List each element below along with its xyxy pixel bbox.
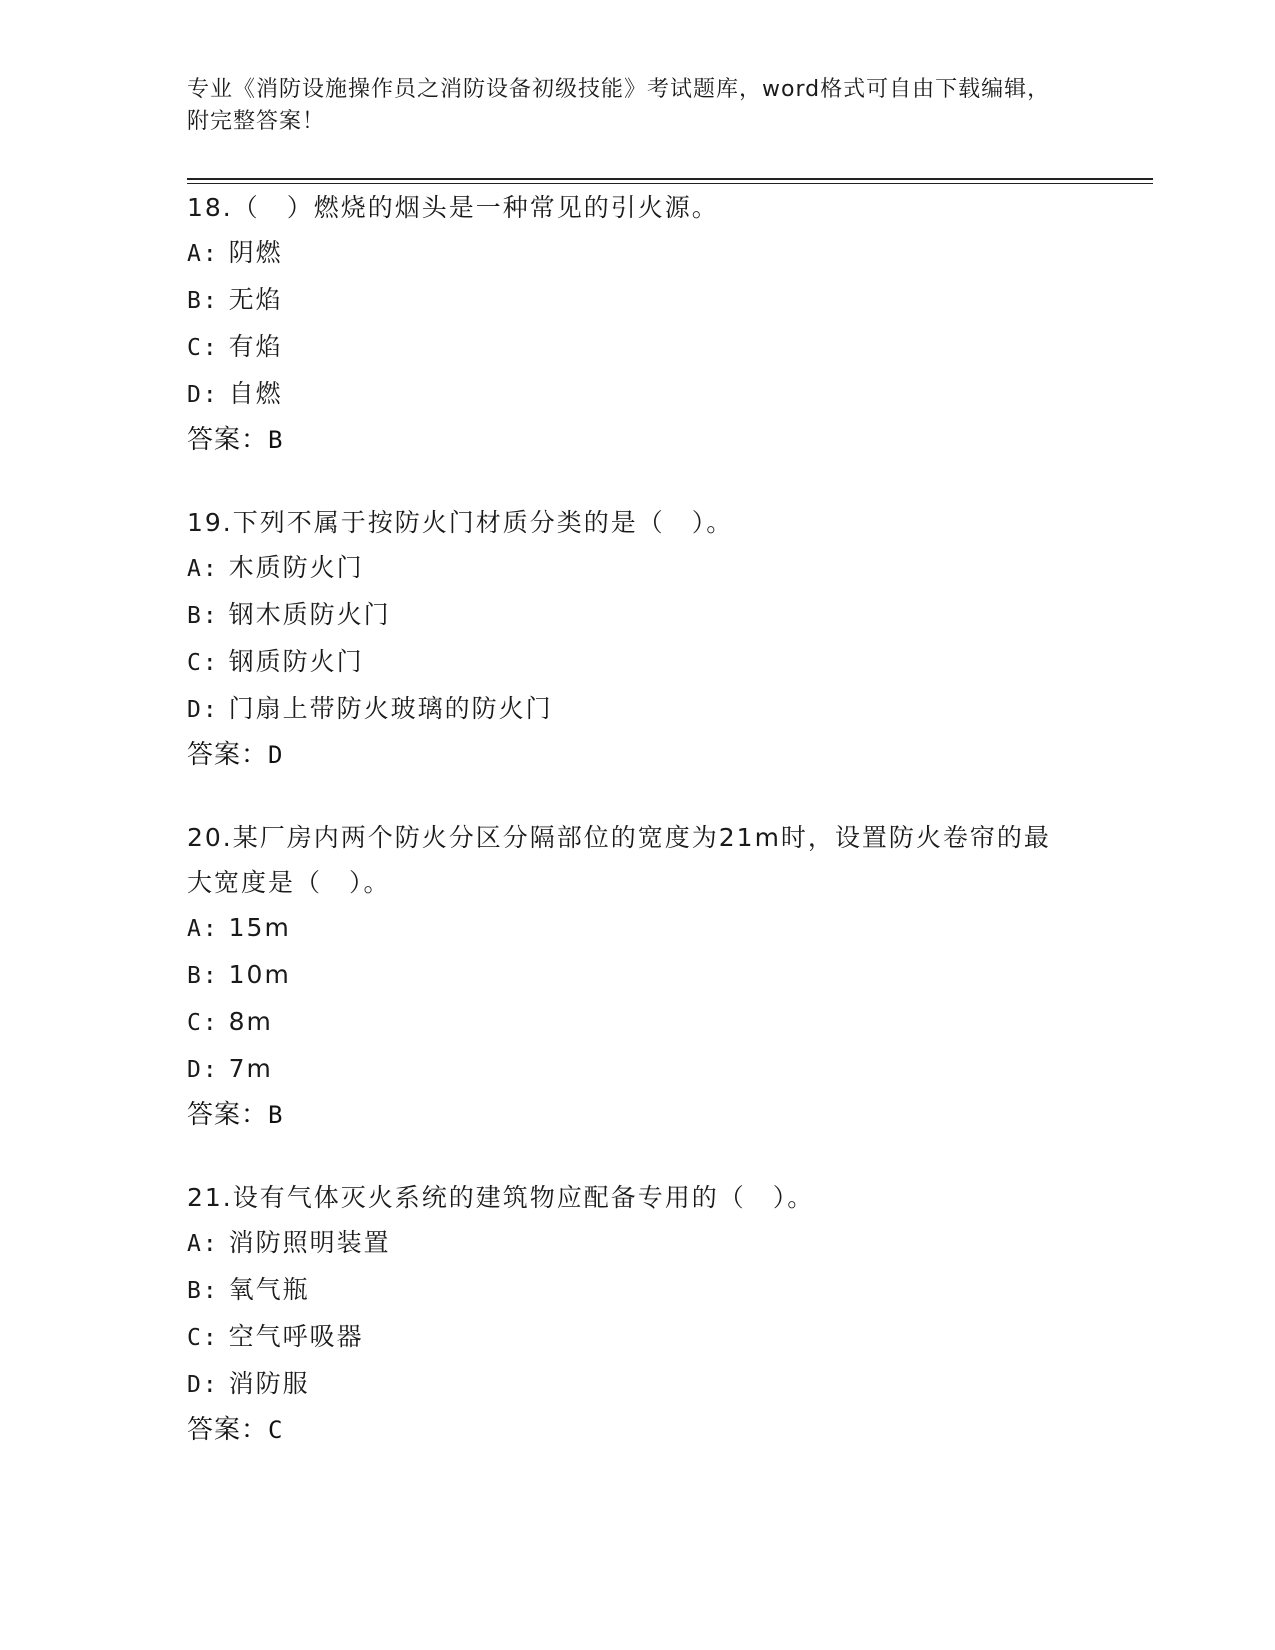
answer-value: B (268, 1101, 284, 1129)
option-b (187, 952, 1067, 999)
option-b (187, 277, 1087, 324)
option-b (187, 1267, 1087, 1314)
option-a (187, 1220, 1087, 1267)
answer-value: C (268, 1416, 284, 1444)
option-letter: A: (187, 241, 219, 267)
option-text: 消防照明装置 (228, 1228, 391, 1257)
option-d (187, 1361, 1087, 1408)
option-letter: B: (187, 1278, 219, 1304)
answer-value: B (268, 426, 284, 454)
answer-line (187, 1093, 1067, 1138)
option-letter: D: (187, 697, 219, 723)
option-letter: A: (187, 556, 219, 582)
option-text: 氧气瓶 (228, 1275, 310, 1304)
option-letter: D: (187, 1372, 219, 1398)
option-text: 8m (228, 1007, 273, 1036)
option-text: 15m (228, 913, 291, 942)
option-d (187, 371, 1087, 418)
question-stem: 21.设有气体灭火系统的建筑物应配备专用的（ ）。 (187, 1183, 815, 1212)
option-letter: B: (187, 288, 219, 314)
answer-value: D (268, 741, 284, 769)
option-text: 有焰 (228, 332, 283, 361)
question-18 (187, 185, 1087, 463)
option-letter: D: (187, 382, 219, 408)
option-text: 钢质防火门 (228, 647, 364, 676)
option-text: 阴燃 (228, 238, 283, 267)
option-a (187, 230, 1087, 277)
answer-label: 答案： (187, 1100, 269, 1130)
option-text: 10m (228, 960, 291, 989)
question-20 (187, 815, 1067, 1138)
option-a (187, 905, 1067, 952)
option-c (187, 324, 1087, 371)
document-header: 专业《消防设施操作员之消防设备初级技能》考试题库，word格式可自由下载编辑，附完整答案！ (187, 77, 1051, 134)
question-stem: 19.下列不属于按防火门材质分类的是（ ）。 (187, 508, 734, 537)
answer-label: 答案： (187, 425, 269, 455)
question-stem: 20.某厂房内两个防火分区分隔部位的宽度为21m时，设置防火卷帘的最大宽度是（ ）。 (187, 823, 1051, 897)
answer-line (187, 418, 1087, 463)
header-divider-thin (187, 183, 1153, 184)
option-d (187, 686, 1087, 733)
option-letter: A: (187, 916, 219, 942)
answer-label: 答案： (187, 1415, 269, 1445)
option-text: 自燃 (228, 379, 283, 408)
option-text: 钢木质防火门 (228, 600, 391, 629)
option-text: 空气呼吸器 (228, 1322, 364, 1351)
question-stem: 18.（ ）燃烧的烟头是一种常见的引火源。 (187, 193, 719, 222)
option-text: 消防服 (228, 1369, 310, 1398)
question-21 (187, 1175, 1087, 1453)
option-text: 7m (228, 1054, 273, 1083)
option-letter: C: (187, 335, 219, 361)
option-letter: B: (187, 603, 219, 629)
option-c (187, 999, 1067, 1046)
option-letter: C: (187, 650, 219, 676)
option-c (187, 639, 1087, 686)
option-text: 门扇上带防火玻璃的防火门 (228, 694, 553, 723)
answer-line (187, 1408, 1087, 1453)
header-divider (187, 178, 1153, 180)
option-letter: C: (187, 1010, 219, 1036)
option-d (187, 1046, 1067, 1093)
option-a (187, 545, 1087, 592)
option-letter: C: (187, 1325, 219, 1351)
option-letter: A: (187, 1231, 219, 1257)
answer-line (187, 733, 1087, 778)
option-text: 木质防火门 (228, 553, 364, 582)
option-letter: D: (187, 1057, 219, 1083)
option-text: 无焰 (228, 285, 283, 314)
question-19 (187, 500, 1087, 778)
option-c (187, 1314, 1087, 1361)
answer-label: 答案： (187, 740, 269, 770)
option-b (187, 592, 1087, 639)
option-letter: B: (187, 963, 219, 989)
